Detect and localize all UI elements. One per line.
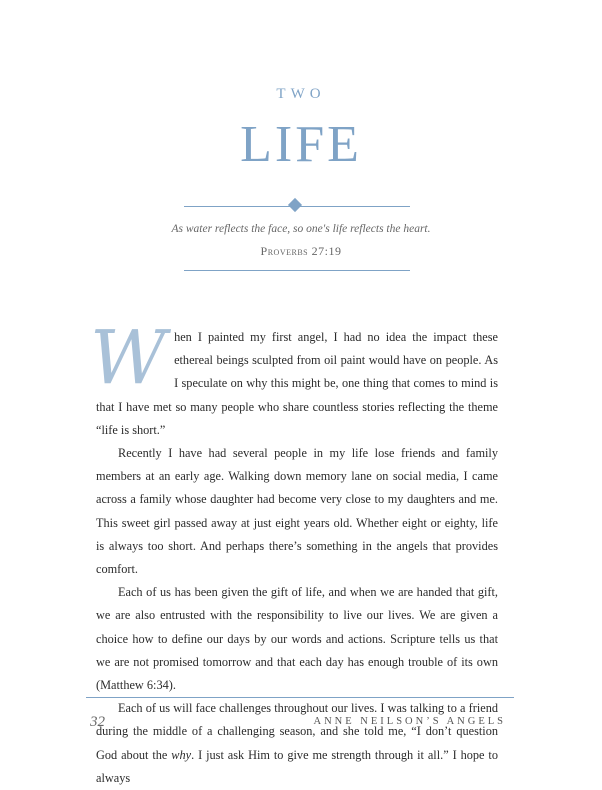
emphasis-why: why — [171, 747, 192, 762]
paragraph-1 — [90, 315, 498, 442]
epigraph-quote: As water reflects the face, so one's life reflects the heart. — [171, 223, 431, 235]
ornament-rule-bottom — [184, 270, 410, 271]
chapter-number: TWO — [276, 86, 326, 102]
footer-rule — [86, 697, 514, 698]
paragraph-4-text-b: . I just ask Him to give me strength through it all.” I hope to always — [96, 747, 498, 785]
paragraph-3: Each of us has been given the gift of life, and when we are handed that gift, we are also entrusted with the responsibility to live our lives. We are given a choice how to define our days by our words and actions. Scripture tells us that we are not promised tomorrow and that each day has enough trouble of its own (Matthew 6:34). — [96, 585, 498, 693]
paragraph-2: Recently I have had several people in my life lose friends and family members at an early age. Walking down memory lane on social media, I came across a family whose daughter had become very close to my daughters and me. This sweet girl passed away at just eight years old. Whether eight or eighty, life is always too short. And perhaps there’s something in the angels that provides comfort. — [96, 446, 498, 577]
page-number: 32 — [90, 714, 105, 730]
running-head: ANNE NEILSON’S ANGELS — [313, 716, 506, 727]
diamond-ornament-icon — [288, 198, 302, 212]
epigraph-source: Proverbs 27:19 — [260, 244, 342, 258]
dropcap: W — [90, 315, 167, 401]
paragraph-4-text-a: Each of us will face challenges throughout our lives. I was talking to a friend during the middle of a challenging season, and she told me, “I don’t question God about the — [96, 701, 498, 762]
paragraph-4 — [96, 697, 498, 790]
chapter-title: LIFE — [240, 116, 362, 173]
paragraph-1-text: hen I painted my first angel, I had no idea the impact these ethereal beings sculpted from oil paint would have on people. As I speculate on why this might be, one thing that comes to mind is that I have met so many people who share countless stories reflecting the theme “life is short.” — [96, 330, 498, 437]
